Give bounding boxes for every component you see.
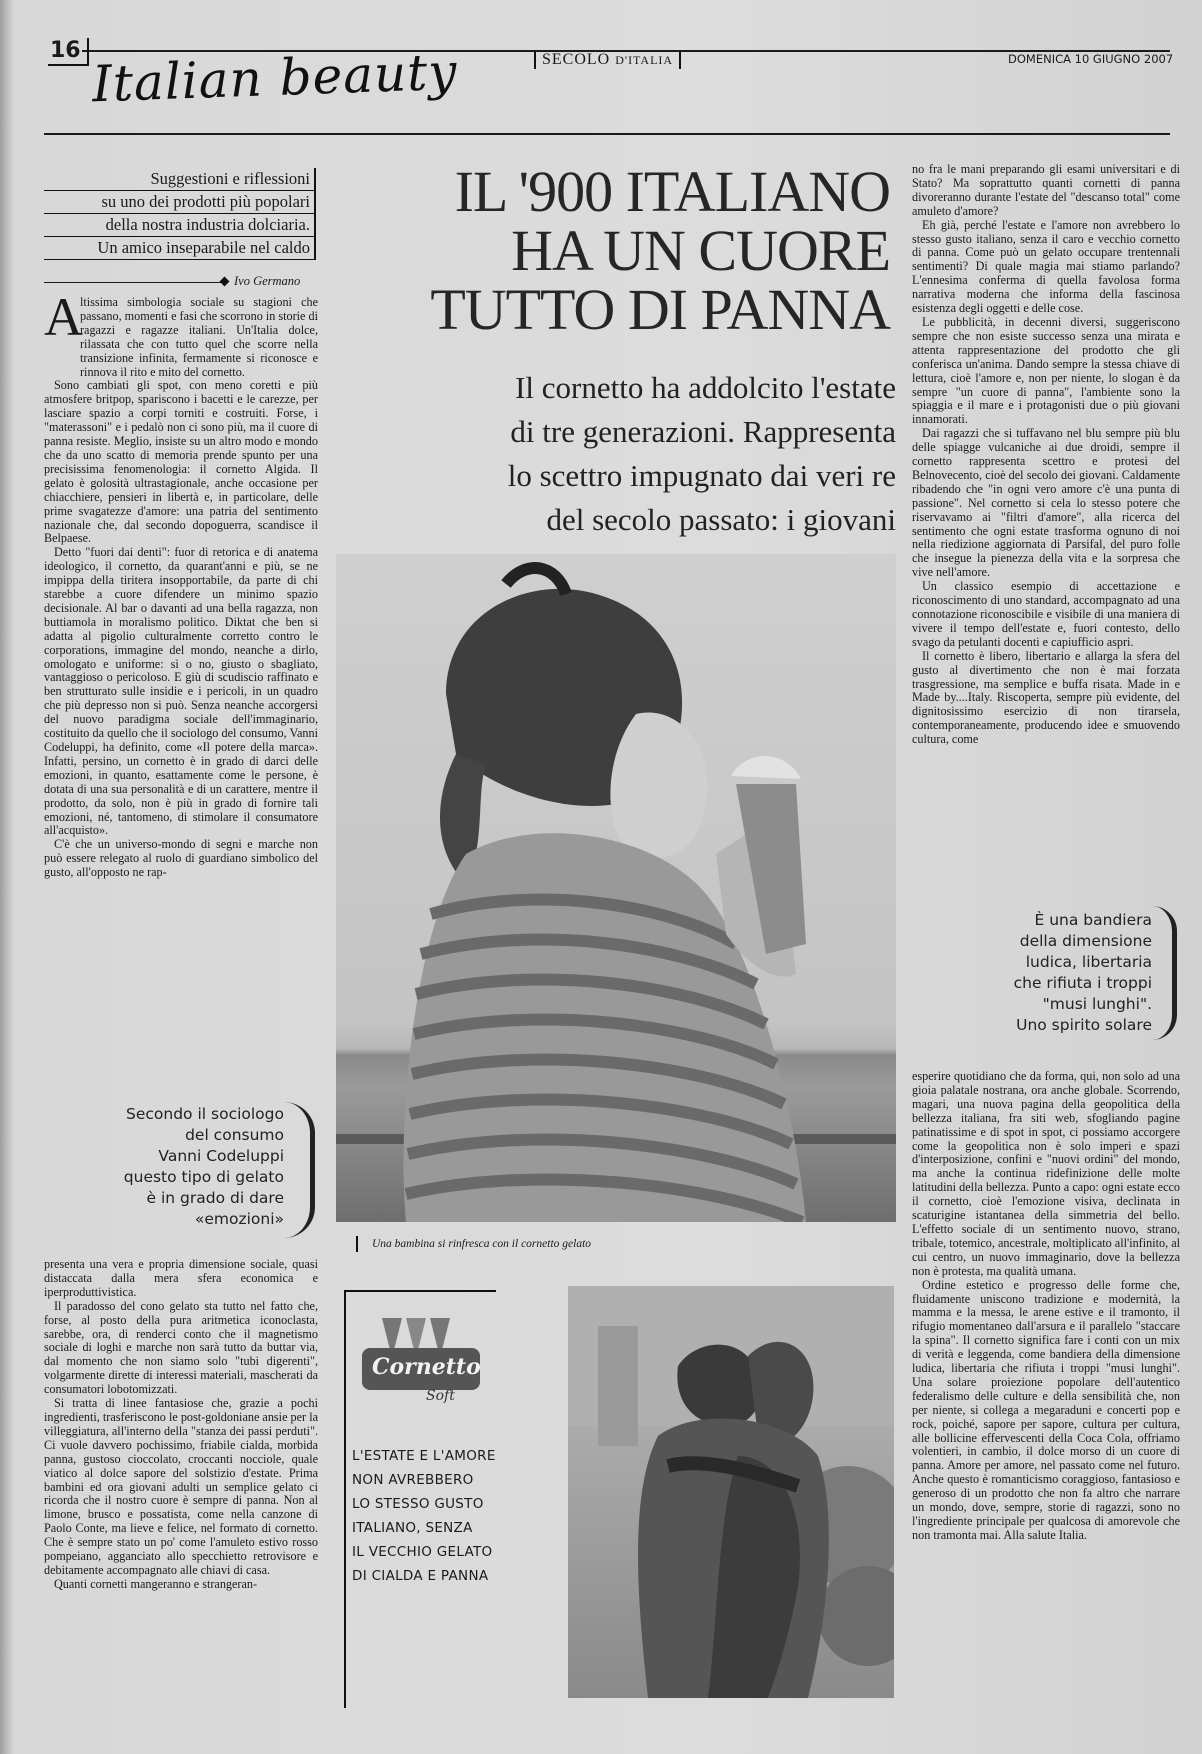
headline-line: TUTTO DI PANNA [430,277,890,342]
byline-diamond [220,277,230,287]
header-bottom-rule [44,133,1170,135]
paragraph: no fra le mani preparando gli esami universitari e di Stato? Ma soprattutto quanti cornetti di panna divoreranno durante l'estate del "descanso total" come amuleto d'amore? [912,163,1180,218]
intro-line-3: della nostra industria dolciaria. [44,214,316,237]
ad-slogan-line: IL VECCHIO GELATO [352,1544,493,1560]
cornetto-logo-sub: Soft [426,1388,455,1404]
couple-illustration [568,1286,894,1698]
paragraph: ltissima simbologia sociale su stagioni che passano, momenti e fasi che scorrono in storie di ragazzi e ragazze italiani. Un'Italia dolce, rilassata che con tutto quel che scorre nella transizione infinita, fermamente si riconosce e rinnova il rito e mito del cornetto. [80,296,318,379]
photo-illustration [336,554,896,1222]
pull-quote-right [952,910,1152,1036]
paragraph: Le pubblicità, in decenni diversi, suggeriscono sempre che non esiste successo senza una mirata e attenta rappresentazione del prodotto che gli conferisca un'anima. Dando sempre la stessa chiave di lettura, cioè l'amore e, non per niente, lo slogan è da sempre "un cuore di panna", l'ambiente sono la spiaggia e il mare e i protagonisti due o più giovani innamorati. [912,314,1180,427]
newspaper-name [534,51,681,69]
pull-right-line: È una bandiera [1034,911,1152,929]
drop-cap: A [44,287,83,347]
pull-left-line: questo tipo di gelato [123,1168,284,1186]
paragraph: Dai ragazzi che si tuffavano nel blu sempre più blu delle spiagge vulcaniche ai due droidi, sempre il cornetto rappresenta scettro e protesi del Belnovecento, cioè del secolo dei giovani. Caldamente ribadendo che "in ogni vero amore c'è una punta di passione". Nel cornetto si cela lo stesso potere che riservavamo ai "filtri d'amore", alla ricerca del sentimento che ogni estate trasforma ognuno di noi nella riedizione aggiornata di Parsifal, del puro folle che insegue la pienezza della vita e la sorpresa che vive nell'amore. [912,426,1180,580]
pull-left-line: è in grado di dare [146,1189,284,1207]
newspaper-name-main: SECOLO [542,51,611,68]
intro-line-2: su uno dei prodotti più popolari [44,191,316,214]
pull-right-line: ludica, libertaria [1025,953,1152,971]
paragraph: Sono cambiati gli spot, con meno coretti e più atmosfere britpop, spariscono i bacetti e le carezze, per lasciare spazio a corpi torniti e costruiti. Forse, i "materassoni" e i pedalò non ci sono più, ma il cuore di panna resiste. Meglio, insiste su un altro modo e mondo che da uno scatto di memoria prende spunto per una precisissima fenomenologia: il cornetto Algida. Il gelato è golosità ultrastagionale, anche occasione per chiacchiere, pensieri in libertà e, in particolare, delle prime svagatezze d'amore: una patria del sentimento nazionale che, dal secondo dopoguerra, scandisce il Belpaese. [44,378,318,546]
column-1-bottom [44,1258,318,1688]
pull-left-line: Secondo il sociologo [126,1105,284,1123]
ad-slogan-line: LO STESSO GUSTO [352,1496,484,1512]
standfirst [340,366,896,542]
pull-left-line: Vanni Codeluppi [158,1147,284,1165]
column-1-top [44,296,318,1072]
cornetto-logo-text: Cornetto [372,1354,481,1380]
pull-right-line: "musi lunghi". [1042,995,1152,1013]
couple-kissing-photo [568,1286,894,1698]
paragraph: C'è che un universo-mondo di segni e marche non può essere relegato al ruolo di guardiano simbolico del gusto, all'opposto ne rap- [44,837,318,880]
paragraph: presenta una vera e propria dimensione sociale, quasi distaccata dalla mera sfera economica e iperproduttivistica. [44,1258,318,1299]
ad-slogan-line: L'ESTATE E L'AMORE [352,1448,496,1464]
ad-slogan-line: NON AVREBBERO [352,1472,474,1488]
ad-slogan [352,1444,500,1588]
paragraph: Un classico esempio di accettazione e riconoscimento di uno standard, accompagnato ad una connotazione riconoscibile e visibile di una maniera di vivere il tempo dell'estate e, fuori contesto, dello svago da petulanti docenti e capiufficio aspri. [912,579,1180,649]
paragraph: Il paradosso del cono gelato sta tutto nel fatto che, forse, al posto della pura aritmetica iconoclasta, sarebbe, ora, di renderci conto che il magnetismo sociale di loghi e marche non sarà tutto da buttar via, dal momento che non siamo solo "tubi digerenti", volgarmente dirette di interessi materiali, mascherati da consumatori lobotomizzati. [44,1298,318,1397]
cornetto-logo [352,1318,490,1418]
standfirst-line: del secolo passato: i giovani [546,502,896,537]
paragraph: Quanti cornetti mangeranno e strangeran- [54,1576,258,1591]
intro-line-1: Suggestioni e riflessioni [44,168,316,191]
column-3-bottom [912,1070,1180,1700]
girl-eating-ice-cream-photo [336,554,896,1222]
ad-slogan-line: ITALIANO, SENZA [352,1520,473,1536]
cornetto-ad-box [344,1290,496,1708]
section-title: Italian beauty [91,42,459,114]
byline-rule [44,282,222,283]
pull-quote-right-bracket [1152,906,1177,1040]
standfirst-line: di tre generazioni. Rappresenta [510,414,896,449]
paragraph: Il cornetto è libero, libertario e allarga la sfera del gusto al divertimento che non è mai forzata trasgressione, ma semplice e buffa risata. Made in e Made by....Italy. Riscoperta, sempre più evidente, del dignitosissimo esercizio di non tirarsela, contemporaneamente, producendo idee e smuovendo cultura, come [912,648,1180,747]
pull-quote-left [88,1104,284,1230]
byline: Ivo Germano [234,274,301,288]
paragraph: Detto "fuori dai denti": fuor di retorica e di anatema ideologico, il cornetto, da quarant'anni e più, se ne impippa della tiritera insopportabile, da parte di chi starebbe a cuore difendere un minimo spazio decisionale. Al bar o davanti ad una bella ragazza, non buttiamola in moralismo politico. Diktat che ben si adatta al pigolio culturalmente corretto contro le corporations, immagine del mondo, neanche a dirlo, omologato e uniforme: sì o no, giusto o sbagliato, vantaggioso o pericoloso. E giù di scudiscio raffinato e ben strutturato sulle insidie e i pericoli, in un quadro che più depresso non si può. Senza neanche accorgersi del nuovo paradigma sociale dell'immaginario, costituito da quello che il sociologo del consumo, Vanni Codeluppi, ha definito, come «Il potere della marca». Infatti, persino, un cornetto è in grado di darci delle emozioni, in quanto, esattamente come le persone, è dotata di una sua personalità e di un carattere, mentre il prodotto, da solo, non è più in grado di fornire tali emozioni, né, tantomeno, di stimolare il consumatore all'acquisto». [44,545,318,838]
pull-right-line: Uno spirito solare [1016,1016,1152,1034]
intro-box [44,168,316,260]
headline [350,159,890,342]
paragraph: Ordine estetico e progresso delle forme che, fluidamente uniscono tradizione e modernità, la mamma e la messa, le arene estive e il tramonto, il rifugio momentaneo dall'arsura e il parallelo "staccare la spina". Il cornetto significa fare i conti con un mix di verità e leggenda, come bandiera della dimensione ludica, libertaria che rifiuta i troppi "musi lunghi". Una solare proiezione popolare dell'autentico federalismo delle culture e della sensibilità che, non per niente, si collega a megaraduni e concerti pop e rock, poiché, sapore per sapore, cultura per cultura, alle bollicine effervescenti della Coca Cola, offriamo volentieri, in cambio, il dolce morso di un cuore di panna. Amore per amore, nel passato come nel futuro. Anche questo è romanticismo coraggioso, fantasioso e generoso di un prodotto che non fa altro che narrare un mondo, dove, sempre, storie di ragazzi, sono no l'ingrediente principale per qualcosa di amorevole che non tramonta mai. Alla salute Italia. [912,1277,1180,1542]
headline-line: IL '900 ITALIANO [454,159,890,224]
pull-right-line: che rifiuta i troppi [1013,974,1152,992]
headline-line: HA UN CUORE [511,218,890,283]
photo-caption-text: Una bambina si rinfresca con il cornetto gelato [372,1238,592,1250]
ad-slogan-line: DI CIALDA E PANNA [352,1568,489,1584]
pull-quote-left-bracket [284,1102,315,1238]
paragraph: Eh già, perché l'estate e l'amore non avrebbero lo stesso gusto italiano, senza il caro e vecchio cornetto di panna. Come può un gelato occupare trentennali sentimenti? Di quale magia mai stiamo parlando? L'ennesima conferma di quella favolosa forma narrativa moderna che informa della fascinosa esistenza degli oggetti e delle cose. [912,217,1180,316]
newspaper-name-small: D'ITALIA [615,53,674,67]
standfirst-line: lo scettro impugnato dai veri re [507,458,896,493]
paragraph: esperire quotidiano che da forma, qui, non solo ad una gioia palatale nostrana, ora anche globale. Scorrendo, magari, una nuova pagina della geopolitica della bellezza italiana, fra siti web, sfogliando pagine patinatissime e di spot in spot, ci possiamo accorgere come la geopolitica non è solo imperi e spazi d'interposizione, confini e "nuovi ordini" del mondo, ma anche la continua ridefinizione delle molte latitudini della bellezza. Punto a capo: ogni estate ecco il cornetto, cioè l'emozione visiva, declinata in scaturigine istantanea della simmetria del bello. L'effetto sociale di un sentimento nuovo, strano, tribale, totemico, ancestrale, moltiplicato all'infinito, al cui centro, un nuovo immaginario, dove la bellezza non è protesta, ma qualità umana. [912,1070,1180,1278]
photo-caption [356,1236,591,1252]
column-3-top [912,163,1180,881]
pull-left-line: «emozioni» [194,1210,284,1228]
intro-line-4: Un amico inseparabile nel caldo [44,237,316,260]
page-number: 16 [48,38,89,66]
issue-date: DOMENICA 10 GIUGNO 2007 [1008,52,1174,66]
standfirst-line: Il cornetto ha addolcito l'estate [515,370,896,405]
paragraph: Si tratta di linee fantasiose che, grazie a pochi ingredienti, trasferiscono le post-goldoniane ansie per la villeggiatura, all'interno della "stanza dei passi perduti". Ci vuole davvero pochissimo, friabile cialda, morbida panna, gustoso cioccolato, croccanti nocciole, quale viatico al dolce sapore del solstizio d'estate. Prima bambini ed ora giovani adulti un semplice gelato ci ricorda che il nostro cuore è sempre di panna. Non al limone, brusco e possatista, come nella canzone di Paolo Conte, ma lieve e felice, nel formato di cornetto. Che è sempre stato un po' come l'amuleto estivo rosso pompeiano, agganciato allo specchietto retrovisore e debitamente accompagnato alle chiavi di casa. [44,1396,318,1577]
pull-right-line: della dimensione [1019,932,1152,950]
pull-left-line: del consumo [185,1126,284,1144]
